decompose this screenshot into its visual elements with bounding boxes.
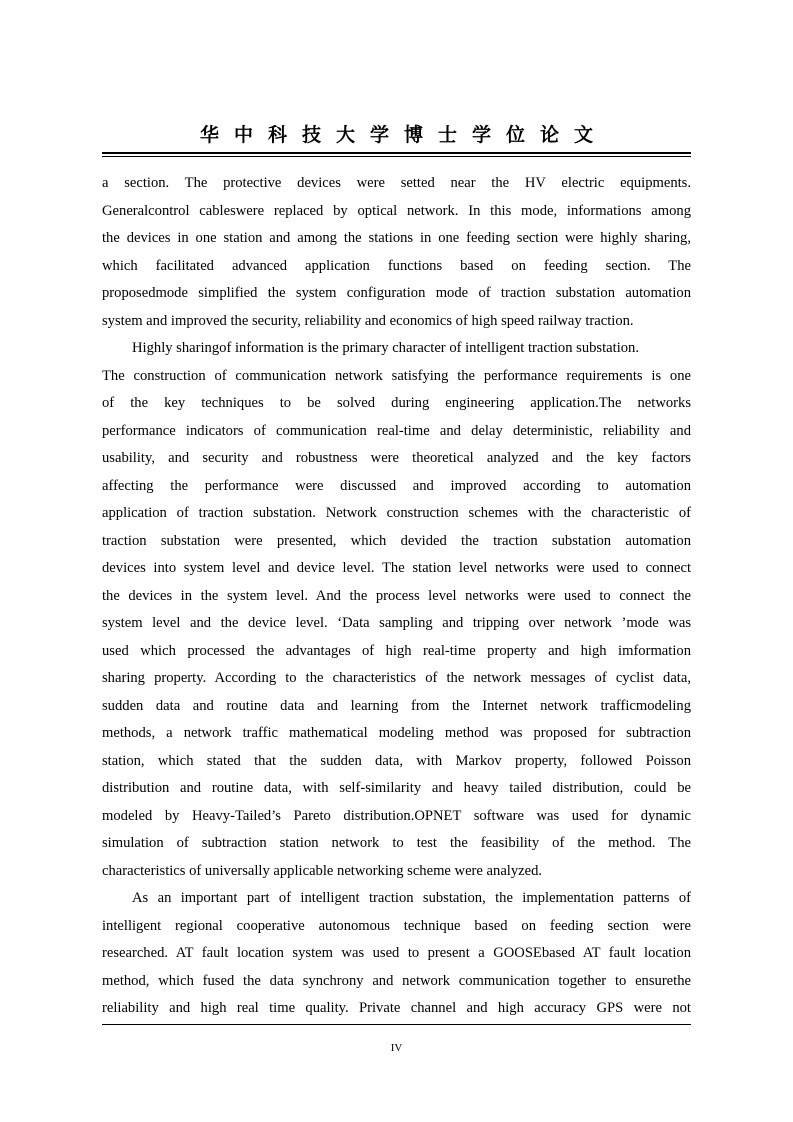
text-line: usability, and security and robustness were theoretical analyzed and the key factors (102, 450, 691, 466)
text-line: the devices in one station and among the stations in one feeding section were highly sharing, (102, 230, 691, 246)
text-line: Highly sharingof information is the primary character of intelligent traction substation. (132, 340, 639, 356)
text-line: station, which stated that the sudden data, with Markov property, followed Poisson (102, 752, 691, 769)
text-line: sharing property. According to the characteristics of the network messages of cyclist data, (102, 670, 691, 686)
header-rule-thin (102, 156, 691, 157)
text-line: researched. AT fault location system was used to present a GOOSEbased AT fault location (102, 945, 691, 961)
text-line: devices into system level and device level. The station level networks were used to connect (102, 560, 691, 576)
body-text (102, 170, 691, 1023)
text-line: which facilitated advanced application functions based on feeding section. The (102, 257, 691, 274)
text-line: methods, a network traffic mathematical modeling method was proposed for subtraction (102, 725, 691, 741)
text-line: modeled by Heavy-Tailed’s Pareto distribution.OPNET software was used for dynamic (102, 807, 691, 824)
text-line: Generalcontrol cableswere replaced by optical network. In this mode, informations among (102, 202, 691, 219)
text-line: system and improved the security, reliability and economics of high speed railway traction. (102, 312, 634, 329)
text-line: affecting the performance were discussed and improved according to automation (102, 477, 691, 494)
text-line: the devices in the system level. And the process level networks were used to connect the (102, 587, 691, 604)
text-line: characteristics of universally applicable networking scheme were analyzed. (102, 862, 543, 879)
text-line: reliability and high real time quality. Private channel and high accuracy GPS were not (102, 1000, 691, 1016)
text-line: application of traction substation. Network construction schemes with the characteristic of (102, 505, 691, 521)
text-line: The construction of communication network satisfying the performance requirements is one (102, 367, 691, 384)
text-line: of the key techniques to be solved during engineering application.The networks (102, 395, 691, 411)
page-header-title: 华中科技大学博士学位论文 (199, 124, 608, 146)
text-line: sudden data and routine data and learning from the Internet network trafficmodeling (102, 697, 691, 714)
text-line: As an important part of intelligent traction substation, the implementation patterns of (132, 890, 691, 906)
text-line: distribution and routine data, with self-similarity and heavy tailed distribution, could be (102, 780, 691, 796)
text-line: method, which fused the data synchrony and network communication together to ensurethe (102, 972, 691, 989)
text-line: proposedmode simplified the system configuration mode of traction substation automation (102, 285, 691, 301)
text-line: used which processed the advantages of high real-time property and high imformation (102, 642, 691, 659)
text-line: system level and the device level. ‘Data sampling and tripping over network ’mode was (102, 615, 691, 631)
text-line: traction substation were presented, which devided the traction substation automation (102, 532, 691, 549)
text-line: performance indicators of communication real-time and delay deterministic, reliability and (102, 422, 691, 439)
page-number: IV (390, 1042, 403, 1054)
footer-rule (102, 1024, 691, 1025)
text-line: a section. The protective devices were setted near the HV electric equipments. (102, 175, 691, 191)
text-line: intelligent regional cooperative autonomous technique based on feeding section were (102, 917, 691, 934)
header-rule-thick (102, 152, 691, 154)
text-line: simulation of subtraction station network to test the feasibility of the method. The (102, 835, 691, 851)
